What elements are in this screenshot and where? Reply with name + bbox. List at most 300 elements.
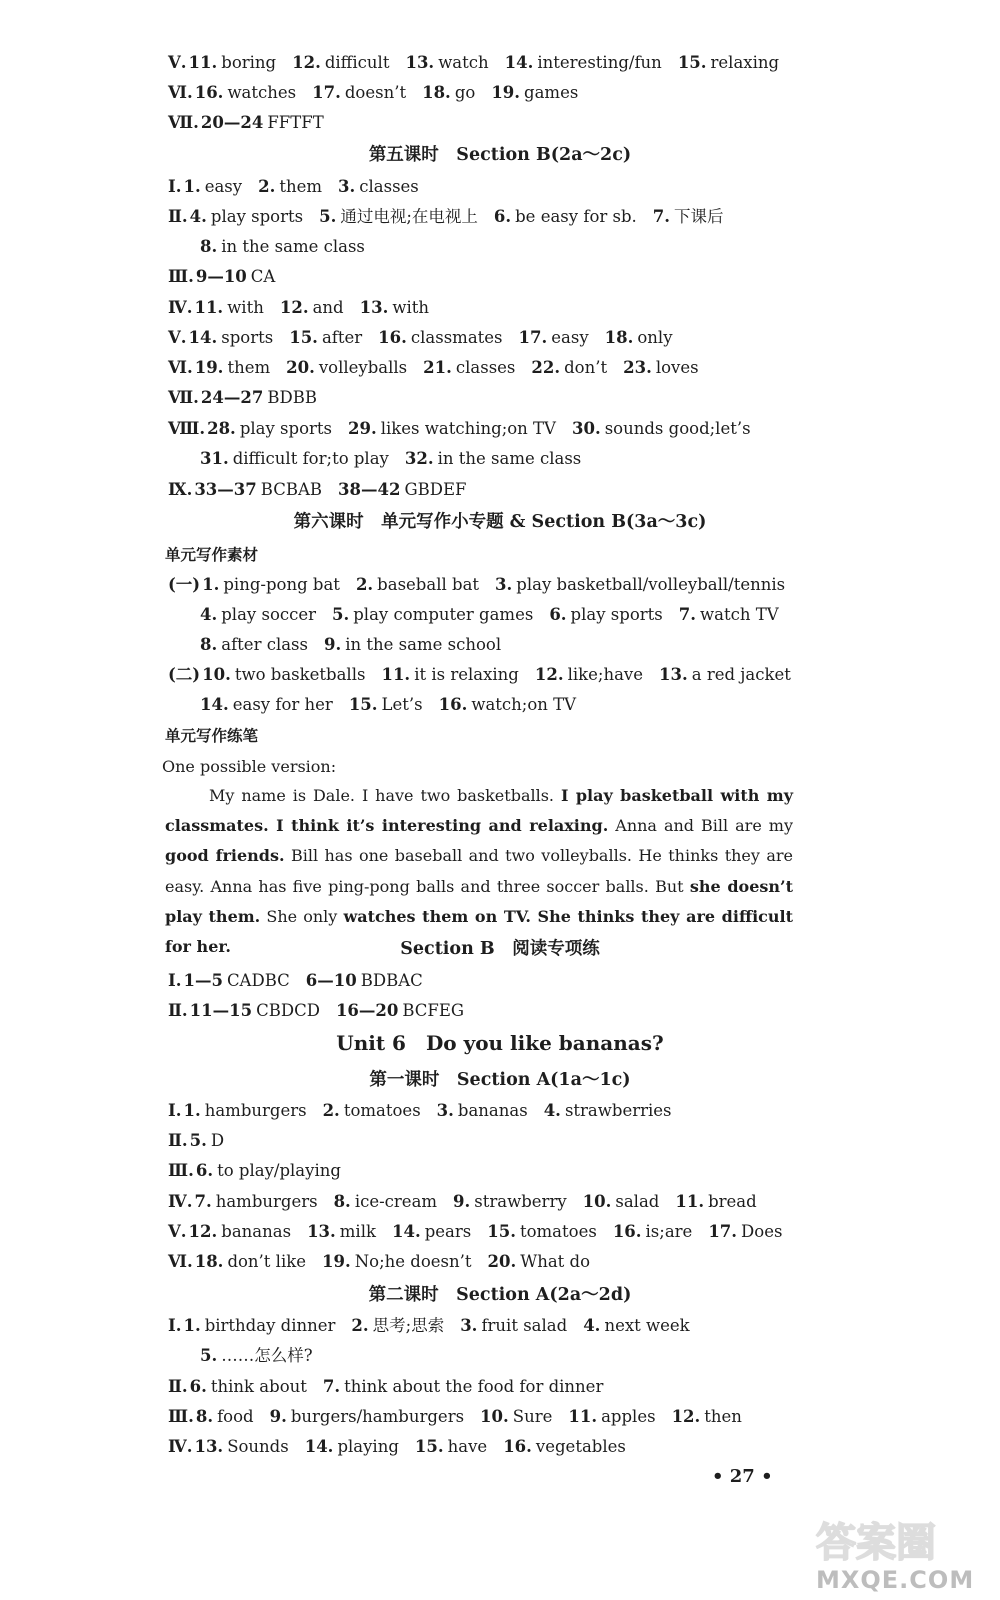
answer-line	[200, 604, 779, 626]
answer-line	[168, 1376, 603, 1398]
section-numeral: Ⅴ.	[168, 1222, 187, 1241]
question-number: 12.	[534, 665, 564, 684]
section-numeral: Ⅳ.	[168, 298, 193, 317]
question-number: 4.	[583, 1316, 601, 1335]
question-number: 16—20	[335, 1001, 399, 1020]
answer-text: in the same class	[437, 449, 582, 468]
answer-line	[168, 357, 699, 379]
answer-item	[195, 83, 296, 102]
answer-item	[491, 83, 578, 102]
question-number: 10.	[582, 1192, 612, 1211]
answer-text: BCFEG	[402, 1001, 465, 1020]
answer-item	[194, 480, 322, 499]
answer-item	[190, 1001, 320, 1020]
question-number: 12.	[279, 298, 309, 317]
answer-line	[168, 1251, 590, 1273]
answer-item	[194, 298, 263, 317]
answer-item	[196, 1161, 341, 1180]
question-number: 16.	[378, 328, 407, 347]
answer-item	[544, 1101, 672, 1120]
question-number: 20.	[487, 1252, 517, 1271]
answer-item	[319, 207, 478, 226]
answer-text: play soccer	[221, 605, 317, 624]
essay-text: Bill has one baseball and two volleyballs. He thinks they are easy. Anna has five ping-pong balls and three soccer balls. But	[165, 846, 793, 896]
answer-text: BDBAC	[360, 971, 423, 990]
answer-text: baseball bat	[377, 575, 480, 594]
answer-item	[194, 1437, 288, 1456]
question-number: 31.	[200, 449, 229, 468]
question-number: 17.	[518, 328, 548, 347]
answer-line	[168, 206, 724, 228]
lesson-heading: 第六课时 单元写作小专题 & Section B(3a～3c)	[293, 512, 707, 532]
answer-line	[168, 327, 673, 349]
answer-text: food	[217, 1407, 254, 1426]
answer-text: watch	[438, 53, 489, 72]
answer-text: think about the food for dinner	[344, 1377, 604, 1396]
answer-text: bread	[708, 1192, 757, 1211]
answer-item	[531, 358, 607, 377]
unit-title: Unit 6 Do you like bananas?	[336, 1031, 664, 1055]
question-number: 4.	[543, 1101, 561, 1120]
question-number: 16.	[503, 1437, 532, 1456]
answer-item	[356, 575, 479, 594]
answer-item	[183, 177, 242, 196]
answer-text: to play/playing	[217, 1161, 341, 1180]
question-number: 11.	[568, 1407, 598, 1426]
answer-text: birthday dinner	[204, 1316, 336, 1335]
answer-item	[280, 298, 344, 317]
answer-line	[168, 1160, 341, 1182]
question-number: 16.	[194, 83, 224, 102]
answer-item	[505, 53, 662, 72]
sample-intro: One possible version:	[162, 757, 337, 776]
answer-text: then	[704, 1407, 742, 1426]
answer-item	[201, 388, 317, 407]
answer-line	[168, 418, 751, 440]
question-number: 10.	[480, 1407, 509, 1426]
answer-item	[334, 1192, 437, 1211]
answer-item	[392, 1222, 471, 1241]
essay-text: She only	[260, 906, 344, 926]
answer-text: relaxing	[710, 53, 780, 72]
answer-text: only	[637, 328, 673, 347]
answer-text: it is relaxing	[414, 665, 519, 684]
answer-item	[519, 328, 589, 347]
answer-item	[305, 1437, 399, 1456]
essay-highlight: she doesn’t play them.	[165, 876, 794, 926]
question-number: 9.	[269, 1407, 287, 1426]
answer-item	[292, 53, 389, 72]
answer-text: easy	[204, 177, 243, 196]
question-number: 6—10	[305, 971, 357, 990]
answer-line	[168, 176, 419, 198]
answer-item	[307, 1222, 376, 1241]
question-number: 14.	[188, 328, 218, 347]
answer-text: 下课后	[674, 207, 724, 226]
question-number: 29.	[348, 419, 377, 438]
section-numeral: Ⅴ.	[168, 328, 187, 347]
answer-item	[503, 1437, 626, 1456]
question-number: 12.	[671, 1407, 701, 1426]
answer-item	[535, 665, 643, 684]
question-number: 6.	[549, 605, 567, 624]
answer-item	[338, 177, 419, 196]
answer-text: play sports	[239, 419, 333, 438]
section-numeral: Ⅵ.	[168, 358, 193, 377]
answer-line	[168, 82, 578, 104]
answer-text: Let’s	[381, 695, 423, 714]
answer-item	[613, 1222, 693, 1241]
answer-text: doesn’t	[344, 83, 407, 102]
answer-line	[200, 236, 365, 258]
question-number: 14.	[200, 695, 229, 714]
answer-text: What do	[520, 1252, 591, 1271]
svg-text:答案圈: 答案圈	[816, 1520, 936, 1566]
answer-item	[183, 1316, 335, 1335]
answer-item	[495, 575, 785, 594]
question-number: 7.	[322, 1377, 341, 1396]
answer-text: Does	[741, 1222, 783, 1241]
question-number: 8.	[333, 1192, 351, 1211]
question-number: 28.	[207, 419, 236, 438]
question-number: 12.	[188, 1222, 218, 1241]
answer-text: ice-cream	[354, 1192, 438, 1211]
answer-item	[195, 1252, 306, 1271]
answer-text: CA	[250, 267, 276, 286]
lesson-heading: Section B 阅读专项练	[400, 939, 600, 959]
answer-item	[200, 1346, 313, 1365]
answer-text: easy	[551, 328, 589, 347]
question-number: 9.	[324, 635, 342, 654]
question-number: 15.	[348, 695, 378, 714]
answer-item	[679, 605, 779, 624]
question-number: 33—37	[194, 480, 257, 499]
section-numeral: Ⅲ.	[168, 1407, 194, 1426]
question-number: 8.	[200, 237, 218, 256]
essay-highlight: watches them on TV. She thinks they are difficult for her.	[165, 906, 793, 957]
answer-item	[196, 1407, 254, 1426]
answer-text: bananas	[221, 1222, 292, 1241]
question-number: 14.	[391, 1222, 421, 1241]
answer-text: BCBAB	[260, 480, 322, 499]
question-number: 23.	[623, 358, 652, 377]
answer-item	[405, 449, 581, 468]
question-number: 13.	[194, 1437, 224, 1456]
answer-item	[583, 1192, 660, 1211]
answer-item	[437, 1101, 528, 1120]
writing-subhead: 单元写作练笔	[165, 727, 259, 745]
answer-text: bananas	[457, 1101, 528, 1120]
answer-item	[549, 605, 662, 624]
answer-line	[168, 1191, 757, 1213]
answer-item	[708, 1222, 782, 1241]
answer-text: ping-pong bat	[223, 575, 340, 594]
answer-text: watches	[227, 83, 297, 102]
question-number: 2.	[351, 1316, 369, 1335]
question-number: 2.	[258, 177, 276, 196]
answer-item	[672, 1407, 742, 1426]
question-number: 20—24	[200, 113, 264, 132]
answer-item	[415, 1437, 487, 1456]
question-number: 7.	[652, 207, 671, 226]
answer-item	[336, 1001, 464, 1020]
answer-text: have	[447, 1437, 488, 1456]
answer-item	[207, 419, 332, 438]
question-number: 18.	[422, 83, 451, 102]
lesson-heading: 第一课时 Section A(1a～1c)	[369, 1070, 631, 1090]
answer-item	[200, 237, 365, 256]
question-number: 3.	[495, 575, 513, 594]
question-number: 4.	[200, 605, 218, 624]
question-number: 2.	[355, 575, 374, 594]
question-number: 14.	[504, 53, 534, 72]
section-numeral: Ⅱ.	[168, 1377, 188, 1396]
question-number: 32.	[404, 449, 434, 468]
answer-item	[183, 971, 289, 990]
answer-text: likes watching;on TV	[380, 419, 556, 438]
answer-line	[168, 297, 429, 319]
answer-item	[623, 358, 698, 377]
answer-text: easy for her	[232, 695, 333, 714]
section-numeral: Ⅷ.	[168, 419, 206, 438]
answer-text: play sports	[210, 207, 304, 226]
lesson-heading: 第二课时 Section A(2a～2d)	[368, 1285, 632, 1305]
section-numeral: Ⅶ.	[168, 113, 199, 132]
question-number: 6.	[493, 207, 512, 226]
answer-text: hamburgers	[204, 1101, 307, 1120]
answer-line	[168, 970, 423, 992]
answer-item	[323, 1377, 603, 1396]
answer-item	[190, 1377, 307, 1396]
question-number: 22.	[531, 358, 561, 377]
answer-text: and	[312, 298, 344, 317]
watermark-url: MXQE.COM	[816, 1566, 975, 1594]
section-numeral: Ⅸ.	[168, 480, 193, 499]
question-number: 15.	[677, 53, 707, 72]
answer-item	[190, 207, 303, 226]
section-numeral: Ⅶ.	[168, 388, 199, 407]
answer-line	[168, 387, 317, 409]
answer-item	[286, 358, 407, 377]
question-number: 3.	[436, 1101, 454, 1120]
question-number: 21.	[423, 358, 452, 377]
question-number: 30.	[571, 419, 601, 438]
answer-text: sports	[221, 328, 274, 347]
answer-item	[453, 1192, 567, 1211]
answer-line	[168, 1315, 690, 1337]
answer-text: watch;on TV	[471, 695, 577, 714]
answer-text: playing	[337, 1437, 399, 1456]
answer-text: two basketballs	[234, 665, 366, 684]
answer-item	[422, 83, 475, 102]
answer-text: with	[392, 298, 429, 317]
answer-text: CBDCD	[256, 1001, 320, 1020]
question-number: 8.	[200, 635, 218, 654]
question-number: 8.	[195, 1407, 214, 1426]
answer-text: fruit salad	[481, 1316, 568, 1335]
answer-text: tomatoes	[519, 1222, 597, 1241]
answer-line	[200, 694, 576, 716]
question-number: 13.	[405, 53, 435, 72]
answer-text: classes	[359, 177, 419, 196]
essay-highlight: good friends.	[165, 846, 285, 866]
answer-text: classes	[455, 358, 516, 377]
answer-item	[189, 53, 277, 72]
answer-item	[183, 1101, 306, 1120]
answer-text: D	[210, 1131, 225, 1150]
answer-text: play sports	[570, 605, 663, 624]
question-number: 11.	[188, 53, 218, 72]
answer-item	[572, 419, 751, 438]
question-number: 11—15	[189, 1001, 253, 1020]
answer-item	[423, 358, 515, 377]
answer-item	[583, 1316, 689, 1335]
answer-item	[678, 53, 779, 72]
answer-item	[322, 1252, 472, 1271]
answer-text: next week	[604, 1316, 690, 1335]
answer-text: BDBB	[267, 388, 317, 407]
answer-item	[332, 605, 533, 624]
answer-text: with	[227, 298, 264, 317]
answer-text: apples	[601, 1407, 656, 1426]
answer-text: CADBC	[226, 971, 290, 990]
answer-item	[200, 605, 316, 624]
question-number: 5.	[200, 1346, 218, 1365]
section-numeral: Ⅰ.	[168, 971, 182, 990]
answer-line	[168, 1130, 224, 1152]
question-number: 14.	[304, 1437, 334, 1456]
question-number: 15.	[289, 328, 318, 347]
answer-item	[196, 267, 276, 286]
section-numeral: Ⅳ.	[168, 1192, 193, 1211]
answer-item	[480, 1407, 552, 1426]
answer-text: vegetables	[535, 1437, 626, 1456]
answer-text: like;have	[567, 665, 644, 684]
answer-item	[306, 971, 423, 990]
essay-highlight: I play basketball with my classmates. I think it’s interesting and relaxing.	[165, 786, 793, 836]
essay-text: Anna and Bill are my	[608, 816, 793, 836]
answer-text: strawberries	[564, 1101, 672, 1120]
answer-line	[168, 1436, 626, 1458]
sample-essay	[165, 781, 793, 962]
section-numeral: Ⅰ.	[168, 1316, 182, 1335]
answer-text: Sounds	[227, 1437, 289, 1456]
answer-item	[605, 328, 673, 347]
answer-item	[494, 207, 637, 226]
section-numeral: Ⅰ.	[168, 1101, 182, 1120]
answer-item	[190, 1131, 224, 1150]
answer-text: 思考;思索	[372, 1316, 445, 1335]
answer-text: classmates	[410, 328, 503, 347]
section-numeral: (二)	[168, 665, 201, 684]
answer-text: sounds good;let’s	[604, 419, 751, 438]
answer-text: think about	[210, 1377, 307, 1396]
answer-item	[189, 328, 274, 347]
answer-item	[487, 1222, 597, 1241]
answer-line	[168, 112, 324, 134]
answer-item	[323, 1101, 421, 1120]
answer-item	[202, 575, 340, 594]
question-number: 1—5	[183, 971, 223, 990]
answer-line	[168, 266, 275, 288]
answer-item	[405, 53, 488, 72]
answer-text: GBDEF	[404, 480, 467, 499]
answer-line	[168, 52, 779, 74]
answer-item	[351, 1316, 444, 1335]
answer-item	[200, 635, 308, 654]
question-number: 24—27	[200, 388, 264, 407]
answer-line	[168, 1000, 464, 1022]
answer-text: in the same school	[345, 635, 502, 654]
question-number: 6.	[189, 1377, 207, 1396]
question-number: 11.	[194, 298, 224, 317]
question-number: 19.	[194, 358, 224, 377]
question-number: 17.	[312, 83, 341, 102]
question-number: 17.	[708, 1222, 738, 1241]
answer-item	[378, 328, 502, 347]
answer-text: don’t	[564, 358, 608, 377]
writing-subhead: 单元写作素材	[165, 546, 259, 564]
answer-item	[381, 665, 518, 684]
section-numeral: Ⅲ.	[168, 1161, 194, 1180]
question-number: 7.	[678, 605, 696, 624]
section-numeral: Ⅵ.	[168, 83, 193, 102]
question-number: 1.	[183, 1101, 201, 1120]
answer-item	[348, 419, 556, 438]
section-numeral: Ⅱ.	[168, 1001, 188, 1020]
answer-item	[488, 1252, 591, 1271]
answer-text: salad	[615, 1192, 660, 1211]
answer-text: Sure	[512, 1407, 553, 1426]
question-number: 7.	[194, 1192, 212, 1211]
answer-item	[360, 298, 429, 317]
answer-text: milk	[339, 1222, 376, 1241]
question-number: 18.	[194, 1252, 224, 1271]
answer-text: No;he doesn’t	[354, 1252, 472, 1271]
answer-item	[200, 449, 389, 468]
question-number: 4.	[189, 207, 207, 226]
answer-item	[270, 1407, 464, 1426]
question-number: 15.	[487, 1222, 516, 1241]
answer-line	[200, 448, 581, 470]
answer-item	[202, 665, 365, 684]
answer-text: boring	[221, 53, 277, 72]
answer-text: games	[524, 83, 579, 102]
answer-item	[338, 480, 466, 499]
answer-text: 通过电视;在电视上	[340, 207, 478, 226]
answer-line	[168, 1221, 782, 1243]
question-number: 9—10	[195, 267, 247, 286]
answer-text: be easy for sb.	[515, 207, 637, 226]
section-numeral: Ⅵ.	[168, 1252, 193, 1271]
answer-text: after class	[221, 635, 308, 654]
section-numeral: Ⅱ.	[168, 207, 188, 226]
essay-text: My name is Dale. I have two basketballs.	[209, 786, 561, 805]
question-number: 5.	[189, 1131, 207, 1150]
question-number: 11.	[381, 665, 411, 684]
question-number: 19.	[322, 1252, 351, 1271]
answer-text: go	[454, 83, 476, 102]
answer-text: volleyballs	[318, 358, 408, 377]
question-number: 12.	[292, 53, 321, 72]
question-number: 15.	[414, 1437, 444, 1456]
answer-item	[189, 1222, 292, 1241]
question-number: 5.	[319, 207, 337, 226]
answer-line	[200, 634, 501, 656]
answer-line	[168, 574, 785, 596]
answer-text: strawberry	[474, 1192, 567, 1211]
question-number: 16.	[612, 1222, 642, 1241]
